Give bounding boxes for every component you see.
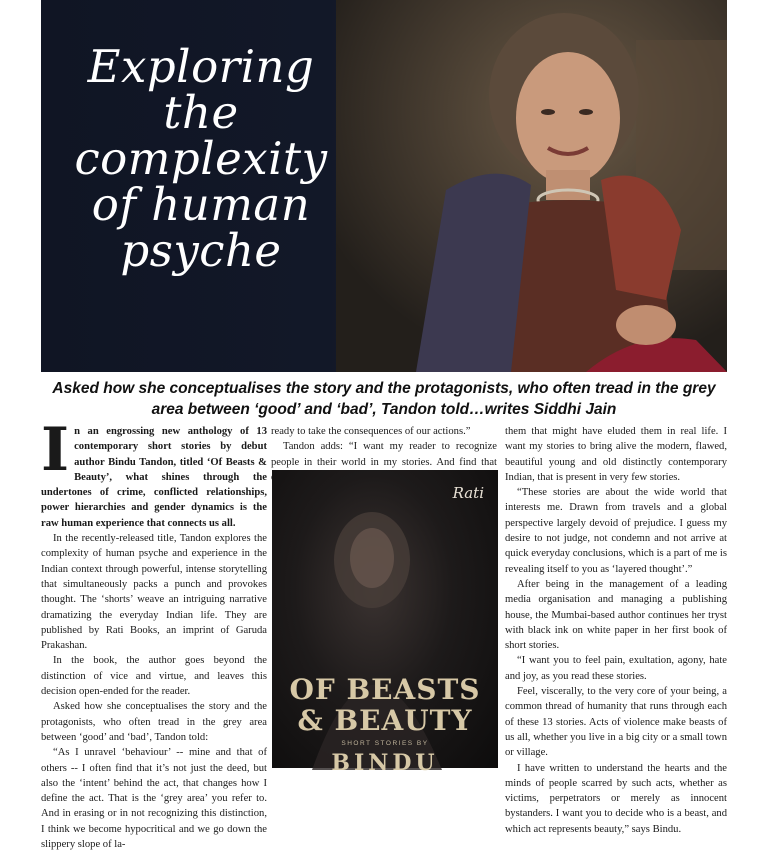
book-author: BINDU [331, 750, 439, 776]
paragraph: them that might have eluded them in real life. I want my stories to bring alive the modern, flawed, beautiful young and old distinctly contemporary Indian, that is present in very few stories. [505, 426, 727, 483]
paragraph: “These stories are about the wide world that interests me. Drawn from travels and a global perspective largely devoid of prejudice. I guess my desire to not judge, not condemn and not arrive at quick everyday conclusions, which is a part of me is revealing itself to you as ‘layered thought’.” [505, 487, 727, 575]
paragraph: In the book, the author goes beyond the distinction of vice and virtue, and leaves this decision open-ended for the reader. [41, 655, 267, 698]
book-subtitle: SHORT STORIES BY [341, 740, 429, 747]
paragraph: Feel, viscerally, to the very core of your being, a common thread of humanity that runs through each of these 13 stories. Acts of violence make beasts of us all, whether you live in a big city or a small town or village. [505, 686, 727, 759]
drop-cap: I [41, 415, 70, 485]
paragraph: Asked how she conceptualises the story and the protagonists, who often tread in the grey area between ‘good’ and ‘bad’, Tandon told: [41, 701, 267, 743]
standfirst: Asked how she conceptualises the story and the protagonists, who often tread in the grey area between ‘good’ and ‘bad’, Tandon told…writes Siddhi Jain [52, 380, 716, 418]
paragraph: Tandon adds: “I want my reader to recognize people in their world in my stories. And find that [271, 441, 497, 468]
publisher-logo: Rati [452, 484, 484, 502]
book-cover [272, 470, 498, 776]
paragraph: I have written to understand the hearts and the minds of people scarred by such acts, whether as victims, perpetrators or merely as innocent bystanders. I want you to decide who is a beast, and which act represents beauty,” says Bindu. [505, 762, 727, 835]
book-title [272, 674, 498, 736]
book-title-line: OF BEASTS [289, 673, 481, 706]
paragraph: “As I unravel ‘behaviour’ -- mine and that of others -- I often find that it’s not just the deed, but also the ‘intent’ behind the act, that changes how I define the act. That is the ‘grey area’ you refer to. And in erasing or in not recognizing this distinction, I think we become hypocritical and we go down the slippery slope of la- [41, 747, 267, 851]
headline-line: the [163, 86, 239, 139]
article-column-2 [271, 424, 497, 474]
lead-paragraph [41, 415, 267, 531]
paragraph: “I want you to feel pain, exultation, agony, hate and joy, as you read these stories. [505, 655, 727, 682]
headline-line: of human [91, 178, 311, 231]
headline-line: Exploring [87, 40, 315, 93]
hero-banner [41, 0, 727, 372]
headline-line: psyche [120, 224, 282, 277]
paragraph: After being in the management of a leading media organisation and managing a publishing house, the Mumbai-based author continues her tryst with black ink on white paper in her first book of short stories. [505, 578, 727, 652]
headline [71, 40, 331, 277]
article-column-1 [41, 415, 267, 851]
author-portrait-photo [336, 0, 727, 372]
paragraph: In the recently-released title, Tandon explores the complexity of human psyche and experience in the Indian context through powerful, intense storytelling that simultaneously packs a punch and provokes thought. The ‘shorts’ weave an intriguing narrative dramatizing the everyday Indian life. They are published by Rati Books, an imprint of Garuda Prakashan. [41, 533, 267, 652]
article-column-3 [505, 424, 727, 835]
headline-line: complexity [74, 132, 328, 185]
lead-text: n an engrossing new anthology of 13 contemporary short stories by debut author Bindu Tandon, titled ‘Of Beasts & Beauty’, what shines through the undertones of crime, conflicted relationships, power hierarchies and gender dynamics is the raw human experience that connects us all. [41, 426, 267, 529]
book-title-line: & BEAUTY [297, 704, 473, 737]
paragraph: ready to take the consequences of our actions.” [271, 426, 471, 437]
